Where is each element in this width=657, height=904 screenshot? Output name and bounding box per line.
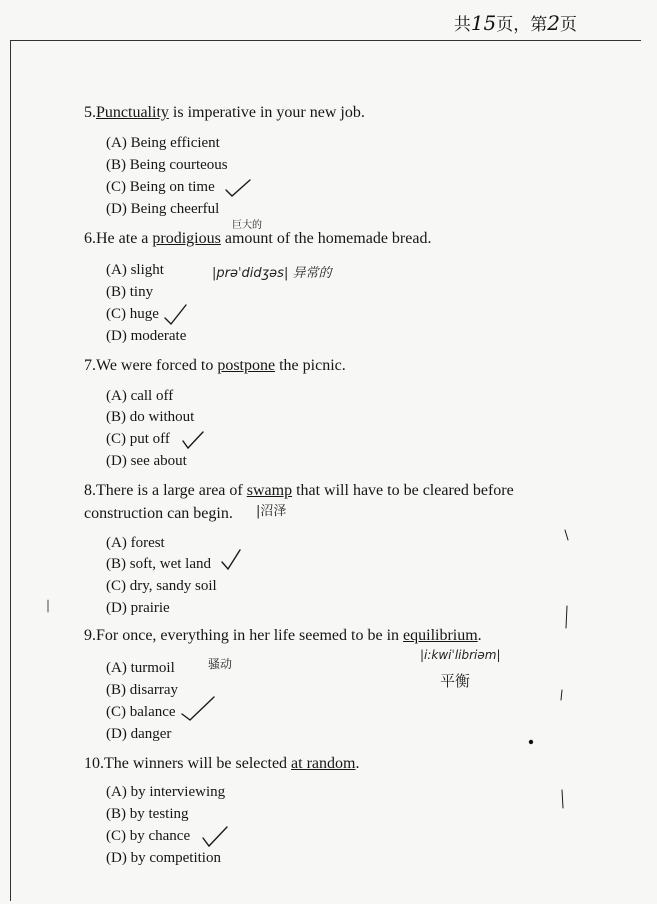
- question-9-option-b: (B) disarray: [106, 682, 179, 698]
- question-10-option-a: (A) by interviewing: [106, 784, 226, 800]
- question-9-stem: 9.For once, everything in her life seemed to be in equilibrium.: [84, 627, 482, 644]
- header-total-pages: 15: [470, 11, 497, 35]
- question-9-target: equilibrium: [403, 627, 478, 644]
- question-9-option-c: (C) balance: [106, 704, 176, 720]
- question-6-option-a: (A) slight: [106, 262, 164, 278]
- question-10-option-c: (C) by chance: [106, 828, 191, 844]
- question-9-option-d: (D) danger: [106, 726, 172, 742]
- question-7-option-d: (D) see about: [106, 453, 187, 469]
- question-5-option-b: (B) Being courteous: [106, 157, 228, 173]
- scan-line-right: [561, 530, 568, 808]
- question-8-stem: 8.There is a large area of swamp that will have to be cleared before: [84, 482, 514, 499]
- question-8-option-c: (C) dry, sandy soil: [106, 578, 217, 594]
- equilibrium-gloss: 平衡: [440, 672, 471, 690]
- tick-mark-q10: [203, 827, 227, 846]
- question-8-target: swamp: [246, 482, 293, 499]
- question-10-option-b: (B) by testing: [106, 806, 189, 822]
- tick-mark-q8: [222, 550, 240, 569]
- question-5-option-c: (C) Being on time: [106, 179, 215, 195]
- question-5-stem: 5.Punctuality is imperative in your new job.: [84, 104, 365, 121]
- question-6-option-d: (D) moderate: [106, 328, 187, 344]
- question-7-target: postpone: [217, 357, 276, 374]
- header-total-prefix: 共: [453, 15, 471, 35]
- question-9-option-a: (A) turmoil: [106, 660, 175, 676]
- tick-mark-q9: [182, 697, 214, 720]
- question-8-stem-line2: construction can begin.: [84, 505, 233, 522]
- question-6-target: prodigious: [152, 230, 221, 247]
- question-7-stem: 7.We were forced to postpone the picnic.: [84, 357, 346, 374]
- swamp-gloss: |沼泽: [256, 504, 287, 519]
- prodigious-gloss: 巨大的: [232, 220, 262, 231]
- tick-mark-q5: [226, 180, 250, 196]
- question-10-option-d: (D) by competition: [106, 850, 221, 866]
- question-7-option-b: (B) do without: [106, 409, 195, 425]
- question-7-option-a: (A) call off: [106, 388, 174, 404]
- question-10-target: at random: [291, 755, 356, 772]
- equilibrium-phonetic: |i:kwiˈlibriəm|: [420, 648, 501, 662]
- question-5-target: Punctuality: [96, 104, 169, 121]
- question-6-option-c: (C) huge: [106, 306, 159, 322]
- prodigious-phonetic: |prəˈdidʒəs| 异常的: [212, 266, 332, 281]
- tick-mark-q6: [165, 305, 186, 324]
- header-total-suffix: 页，第: [496, 15, 548, 35]
- question-6-stem: 6.He ate a prodigious amount of the homemade bread.: [84, 230, 432, 247]
- question-8-option-b: (B) soft, wet land: [106, 556, 211, 572]
- question-5-option-d: (D) Being cheerful: [106, 201, 220, 217]
- tick-mark-q7: [183, 432, 203, 448]
- question-6-option-b: (B) tiny: [106, 284, 154, 300]
- question-10-stem: 10.The winners will be selected at random.: [84, 755, 360, 772]
- turmoil-gloss: 骚动: [208, 657, 233, 671]
- question-8-option-d: (D) prairie: [106, 600, 170, 616]
- ink-dot: [529, 740, 533, 744]
- question-8-option-a: (A) forest: [106, 535, 165, 551]
- header-current-page: 2: [547, 11, 560, 35]
- header-current-suffix: 页: [560, 15, 577, 35]
- question-5-option-a: (A) Being efficient: [106, 135, 220, 151]
- question-7-option-c: (C) put off: [106, 431, 170, 447]
